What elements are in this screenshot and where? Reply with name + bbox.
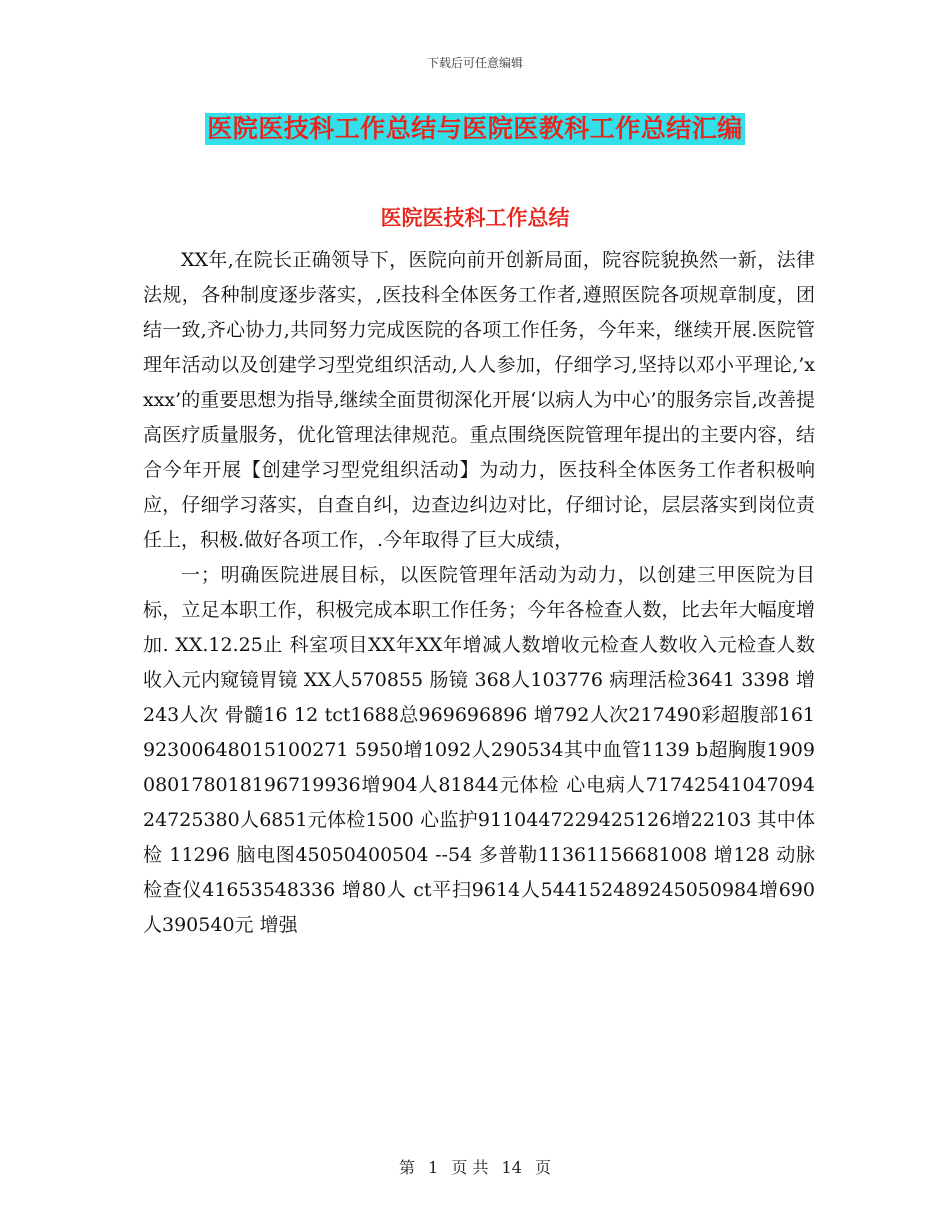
footer-prefix: 第 xyxy=(398,1158,415,1177)
header-note: 下载后可任意编辑 xyxy=(426,56,523,70)
body-text xyxy=(143,243,815,943)
document-title xyxy=(0,113,950,145)
footer-middle: 页 共 xyxy=(451,1158,489,1177)
page-footer xyxy=(0,1155,950,1178)
footer-suffix: 页 xyxy=(535,1158,552,1177)
section-title: 医院医技科工作总结 xyxy=(380,205,570,230)
document-title-text: 医院医技科工作总结与医院医教科工作总结汇编 xyxy=(207,114,743,143)
footer-total-pages: 14 xyxy=(501,1158,522,1177)
paragraph-intro: XX年,在院长正确领导下，医院向前开创新局面，院容院貌换然一新，法律法规，各种制度逐步落实，,医技科全体医务工作者,遵照医院各项规章制度，团结一致,齐心协力,共同努力完成医院的各项工作任务，今年来，继续开展.医院管理年活动以及创建学习型党组织活动,人人参加，仔细学习,坚持以邓小平理论,’xxxx’的重要思想为指导,继续全面贯彻深化开展‘以病人为中心’的服务宗旨,改善提高医疗质量服务，优化管理法律规范。重点围绕医院管理年提出的主要内容，结合今年开展【创建学习型党组织活动】为动力，医技科全体医务工作者积极响应，仔细学习落实，自查自纠，边查边纠边对比，仔细讨论，层层落实到岗位责任上，积极.做好各项工作，.今年取得了巨大成绩， xyxy=(143,249,815,551)
footer-page-number: 1 xyxy=(428,1158,439,1177)
paragraph-goals: 一；明确医院进展目标，以医院管理年活动为动力，以创建三甲医院为目标，立足本职工作，积极完成本职工作任务；今年各检查人数，比去年大幅度增加. XX.12.25止 科室项目XX年XX年增减人数增收元检查人数收入元检查人数收入元内窥镜胃镜 XX人570855 肠镜 368人103776 病理活检3641 3398 增243人次 骨髓16 12 tct1688总969696896 增792人次217490彩超腹部16192300648015100271 5950增1092人290534其中血管1139 b超胸腹1909080178018196719936增904人81844元体检 心电病人7174254104709424725380人6851元体检1500 心监护9110447229425126增22103 其中体检 11296 脑电图45050400504 --54 多普勒11361156681008 增128 动脉检查仪41653548336 增80人 ct平扫9614人544152489245050984增690人390540元 增强 xyxy=(143,564,815,936)
